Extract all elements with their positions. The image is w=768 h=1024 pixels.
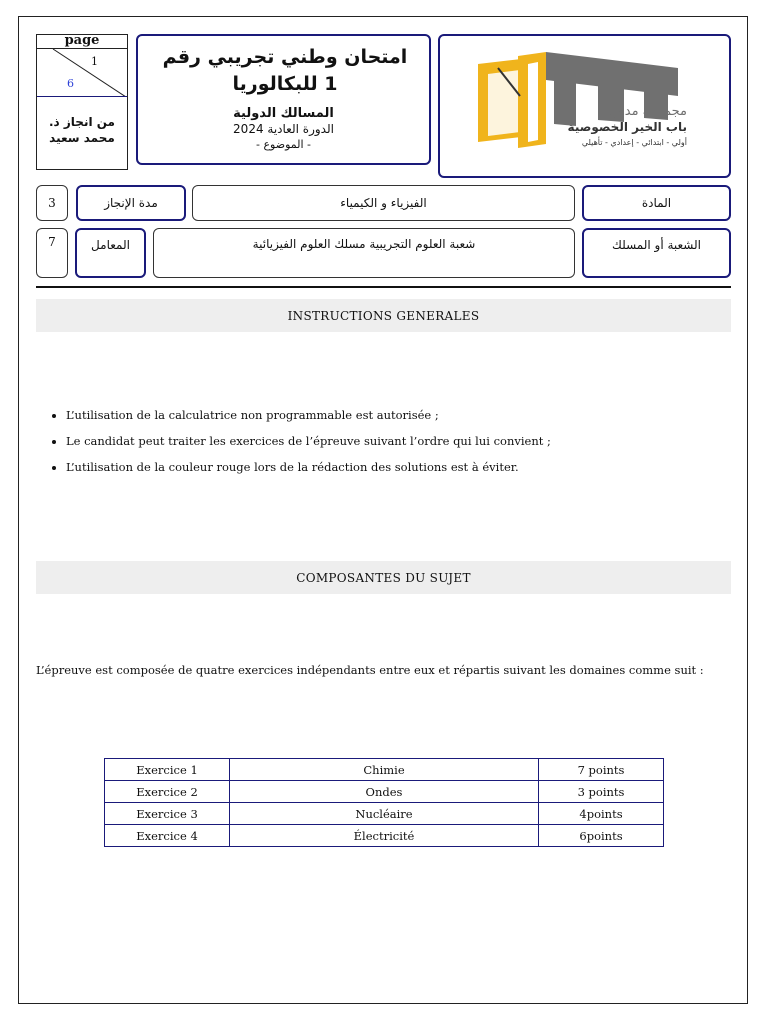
subject-label: المادة bbox=[641, 196, 672, 210]
coef-value-box bbox=[36, 228, 68, 278]
exercise-cell: Exercice 4 bbox=[105, 825, 230, 847]
list-item: • Le candidat peut traiter les exercices de l’épreuve suivant l’ordre qui lui convient ; bbox=[66, 434, 551, 448]
subject-label-box bbox=[582, 185, 731, 221]
table-row bbox=[105, 803, 664, 825]
table-row bbox=[105, 781, 664, 803]
exercise-cell: Exercice 2 bbox=[105, 781, 230, 803]
branch-value: شعبة العلوم التجريبية مسلك العلوم الفيزيائية bbox=[252, 237, 476, 251]
list-item: • L’utilisation de la calculatrice non programmable est autorisée ; bbox=[66, 408, 551, 422]
instructions-list bbox=[36, 408, 551, 486]
instructions-heading: INSTRUCTIONS GENERALES bbox=[36, 299, 731, 332]
duration-label-box bbox=[76, 185, 186, 221]
subject-value: الفيزياء و الكيمياء bbox=[340, 196, 427, 210]
exercise-cell: Exercice 1 bbox=[105, 759, 230, 781]
duration-label: مدة الإنجاز bbox=[104, 196, 158, 210]
page-number-box bbox=[36, 34, 128, 170]
page-total: 6 bbox=[67, 77, 74, 90]
points-cell: 7 points bbox=[539, 759, 664, 781]
exam-session: الدورة العادية 2024 bbox=[233, 122, 334, 136]
page-current: 1 bbox=[91, 55, 98, 68]
logo-levels: أولي - ابتدائي - إعدادي - تأهيلي bbox=[581, 138, 687, 147]
divider bbox=[37, 96, 127, 97]
domain-cell: Nucléaire bbox=[230, 803, 539, 825]
school-logo-box bbox=[438, 34, 731, 178]
domain-cell: Ondes bbox=[230, 781, 539, 803]
table-row bbox=[105, 825, 664, 847]
subject-tag: - الموضوع - bbox=[256, 138, 311, 151]
domain-cell: Électricité bbox=[230, 825, 539, 847]
domain-cell: Chimie bbox=[230, 759, 539, 781]
points-cell: 6points bbox=[539, 825, 664, 847]
page-label: page bbox=[64, 33, 100, 48]
points-cell: 3 points bbox=[539, 781, 664, 803]
list-item: • L’utilisation de la couleur rouge lors de la rédaction des solutions est à éviter. bbox=[66, 460, 551, 474]
subject-value-box bbox=[192, 185, 575, 221]
table-row bbox=[105, 759, 664, 781]
points-cell: 4points bbox=[539, 803, 664, 825]
header-rule bbox=[36, 286, 731, 288]
branch-label: الشعبة أو المسلك bbox=[611, 238, 701, 252]
branch-label-box bbox=[582, 228, 731, 278]
duration-value: 3 bbox=[48, 196, 56, 210]
exercise-cell: Exercice 3 bbox=[105, 803, 230, 825]
logo-name-line-1: مجموعة مدارس bbox=[599, 104, 687, 119]
coef-label: المعامل bbox=[91, 238, 130, 252]
exercise-table bbox=[104, 758, 664, 847]
author-line-1: من انجاز ذ. bbox=[49, 115, 115, 129]
components-text: L’épreuve est composée de quatre exercices indépendants entre eux et répartis suivant les domaines comme suit : bbox=[36, 663, 704, 677]
page-diagonal bbox=[37, 49, 126, 97]
school-logo bbox=[458, 50, 713, 154]
branch-value-box bbox=[153, 228, 575, 278]
logo-name-line-2: باب الخير الخصوصية bbox=[567, 120, 687, 134]
exam-title-box bbox=[136, 34, 431, 165]
exam-track: المسالك الدولية bbox=[233, 106, 334, 121]
author-line-2: محمد سعيد bbox=[49, 131, 115, 145]
coef-value: 7 bbox=[48, 235, 56, 249]
components-heading: COMPOSANTES DU SUJET bbox=[36, 561, 731, 594]
coef-label-box bbox=[75, 228, 146, 278]
exam-title: امتحان وطني تجريبي رقم 1 للبكالوريا bbox=[162, 46, 408, 95]
duration-value-box bbox=[36, 185, 68, 221]
